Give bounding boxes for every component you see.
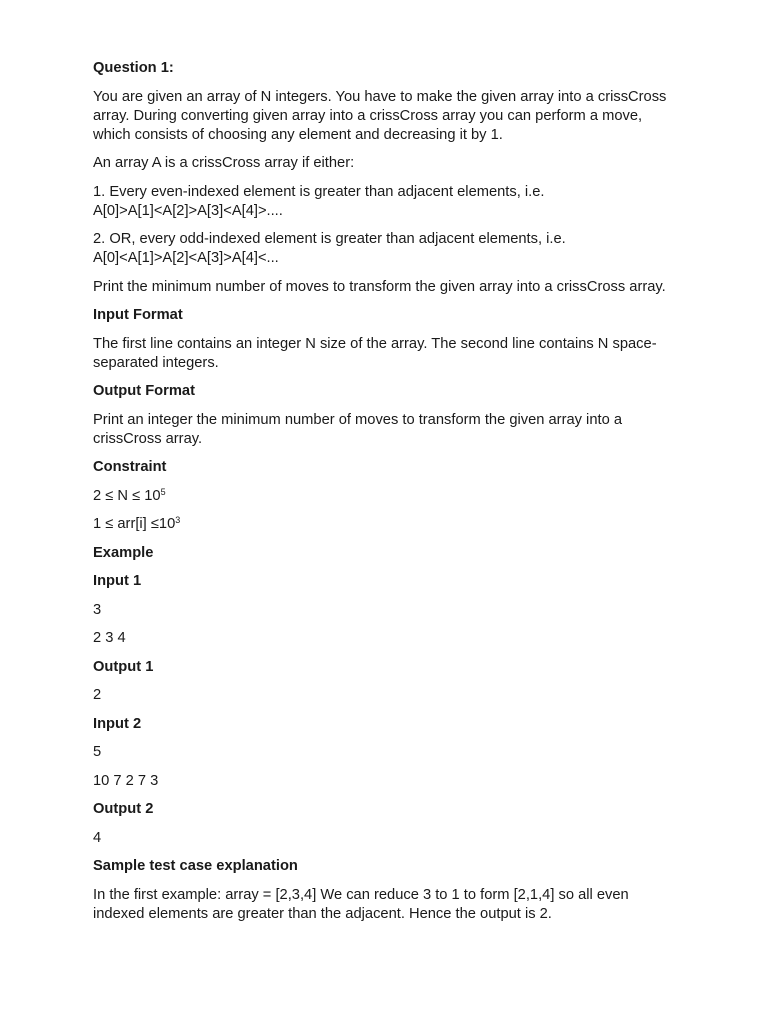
input-1-heading: Input 1 [93, 573, 142, 589]
example-heading: Example [93, 544, 154, 561]
explanation-heading: Sample test case explanation [93, 858, 298, 874]
constraint-arr [93, 515, 683, 534]
condition-1 [93, 183, 683, 221]
condition-2 [93, 230, 683, 268]
input-format-text: The first line contains an integer N size of the array. The second line contains N space-separated integers. [93, 335, 657, 371]
definition-lead: An array A is a crissCross array if either: [93, 155, 355, 171]
input-1-n: 3 [93, 601, 102, 618]
output-format-text: Print an integer the minimum number of moves to transform the given array into a crissCross array. [93, 411, 622, 447]
condition-1-text: 1. Every even-indexed element is greater than adjacent elements, i.e. [93, 183, 545, 200]
input-2-heading: Input 2 [93, 715, 142, 732]
input-format-heading: Input Format [93, 307, 183, 323]
constraint-n-exponent: 5 [160, 486, 166, 497]
input-2-array: 10 7 2 7 3 [93, 772, 159, 789]
document-page [93, 59, 683, 933]
output-1-heading: Output 1 [93, 658, 154, 675]
constraint-heading: Constraint [93, 459, 167, 475]
input-1-array: 2 3 4 [93, 630, 126, 646]
constraint-arr-exponent: 3 [175, 515, 181, 525]
output-1-value: 2 [93, 687, 102, 703]
output-2-value: 4 [93, 829, 102, 846]
output-2-heading: Output 2 [93, 801, 154, 817]
task-statement: Print the minimum number of moves to transform the given array into a crissCross array. [93, 278, 666, 295]
constraint-arr-base: 1 ≤ arr[i] ≤10 [93, 516, 176, 532]
condition-2-text: 2. OR, every odd-indexed element is greater than adjacent elements, i.e. [93, 231, 566, 247]
explanation-text: In the first example: array = [2,3,4] We can reduce 3 to 1 to form [2,1,4] so all even indexed elements are greater than the adjacent. Hence the output is 2. [93, 886, 629, 922]
question-title: Question 1: [93, 60, 174, 76]
input-2-n: 5 [93, 744, 102, 760]
condition-1-formula: A[0]>A[1]<A[2]>A[3]<A[4]>.... [93, 202, 283, 219]
condition-2-formula: A[0]<A[1]>A[2]<A[3]>A[4]<... [93, 250, 279, 266]
constraint-n [93, 487, 683, 506]
constraint-n-base: 2 ≤ N ≤ 10 [93, 487, 161, 504]
problem-intro: You are given an array of N integers. You have to make the given array into a crissCross array. During converting given array into a crissCross array you can perform a move, which consists of choosing any element and decreasing it by 1. [93, 88, 667, 143]
output-format-heading: Output Format [93, 383, 195, 399]
